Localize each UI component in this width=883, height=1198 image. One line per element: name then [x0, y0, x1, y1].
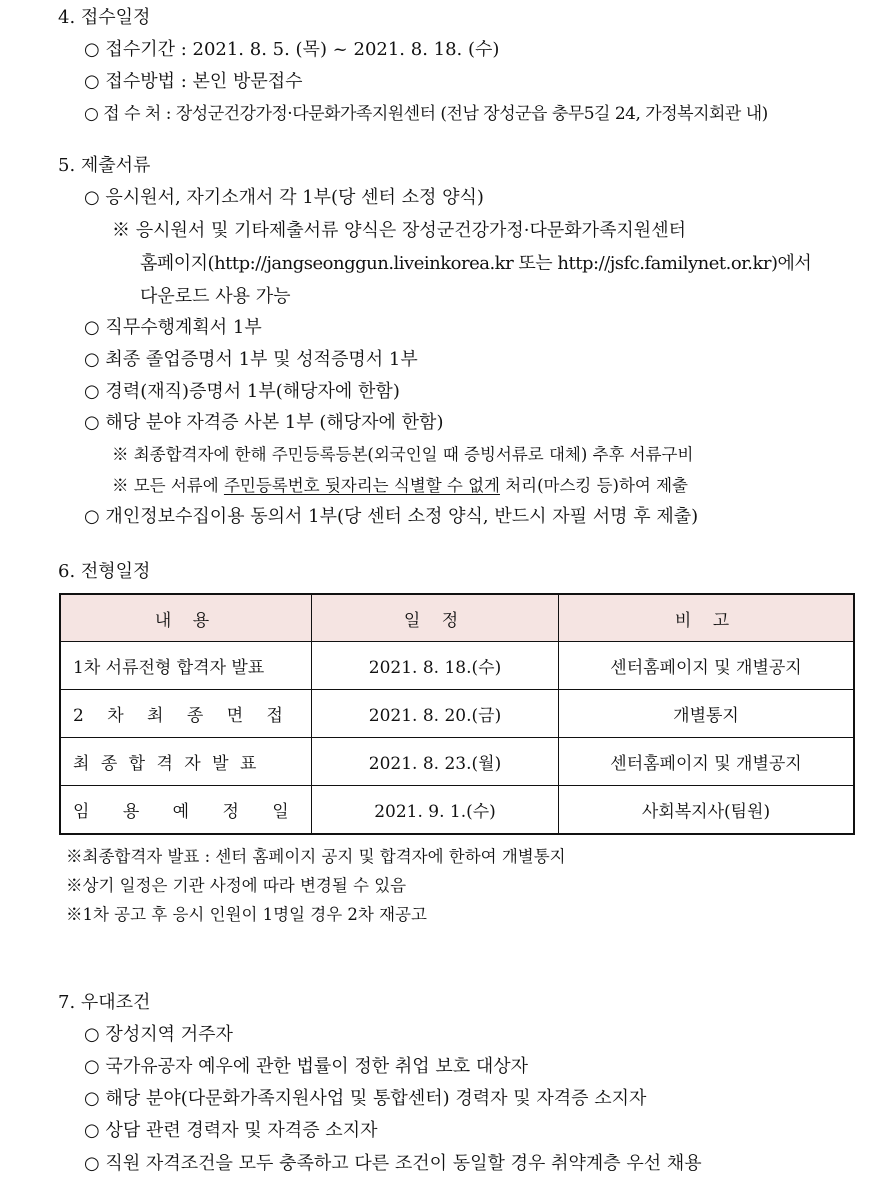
list-item: ○ 상담 관련 경력자 및 자격증 소지자: [84, 1120, 378, 1141]
schedule-note: ※상기 일정은 기관 사정에 따라 변경될 수 있음: [66, 876, 407, 895]
table-cell: 2021. 8. 23.(월): [312, 738, 559, 786]
note-line: 홈페이지(http://jangseonggun.liveinkorea.kr 또는 http://jsfc.familynet.or.kr)에서: [140, 253, 812, 274]
note-line: ※ 최종합격자에 한해 주민등록등본(외국인일 때 증빙서류로 대체) 추후 서류구비: [112, 445, 694, 464]
note-underlined-text: 주민등록번호 뒷자리는 식별할 수 없게: [223, 476, 500, 495]
list-item: ○ 접수기간 : 2021. 8. 5. (목) ~ 2021. 8. 18. (수): [84, 39, 500, 60]
list-item: ○ 응시원서, 자기소개서 각 1부(당 센터 소정 양식): [84, 187, 484, 208]
section-4-heading: 4. 접수일정: [58, 7, 151, 28]
table-cell: 1차 서류전형 합격자 발표: [60, 642, 312, 690]
table-row: [60, 690, 854, 738]
list-item: ○ 접 수 처 : 장성군건강가정·다문화가족지원센터 (전남 장성군읍 충무5길 24, 가정복지회관 내): [84, 104, 768, 124]
table-cell: 센터홈페이지 및 개별공지: [559, 642, 855, 690]
table-cell: 사회복지사(팀원): [559, 786, 855, 835]
section-7-heading: 7. 우대조건: [58, 992, 151, 1013]
list-item: ○ 접수방법 : 본인 방문접수: [84, 71, 303, 92]
list-item: ○ 장성지역 거주자: [84, 1024, 233, 1045]
section-6-heading: 6. 전형일정: [58, 561, 151, 582]
note-text: ※ 모든 서류에: [112, 476, 224, 495]
list-item: ○ 경력(재직)증명서 1부(해당자에 한함): [84, 381, 400, 402]
section-5-heading: 5. 제출서류: [58, 155, 151, 176]
table-cell: 센터홈페이지 및 개별공지: [559, 738, 855, 786]
schedule-table: [59, 593, 855, 835]
table-row: [60, 642, 854, 690]
note-text: 처리(마스킹 등)하여 제출: [499, 476, 688, 495]
table-cell: 최 종 합 격 자 발 표: [60, 738, 312, 786]
table-header-cell: 일 정: [312, 594, 559, 642]
list-item: ○ 최종 졸업증명서 1부 및 성적증명서 1부: [84, 349, 418, 370]
list-item: ○ 국가유공자 예우에 관한 법률이 정한 취업 보호 대상자: [84, 1056, 529, 1077]
table-row: [60, 738, 854, 786]
list-item: ○ 해당 분야 자격증 사본 1부 (해당자에 한함): [84, 412, 444, 433]
note-line: ※ 응시원서 및 기타제출서류 양식은 장성군건강가정·다문화가족지원센터: [112, 220, 686, 241]
list-item: ○ 직무수행계획서 1부: [84, 317, 262, 338]
table-cell: 2021. 8. 18.(수): [312, 642, 559, 690]
schedule-note: ※1차 공고 후 응시 인원이 1명일 경우 2차 재공고: [66, 905, 427, 924]
table-row: [60, 786, 854, 835]
note-line: 다운로드 사용 가능: [140, 286, 291, 307]
table-cell: 개별통지: [559, 690, 855, 738]
table-cell: 2021. 9. 1.(수): [312, 786, 559, 835]
list-item: ○ 직원 자격조건을 모두 충족하고 다른 조건이 동일할 경우 취약계층 우선 채용: [84, 1153, 702, 1174]
table-header-cell: 비 고: [559, 594, 855, 642]
note-line: [112, 474, 688, 498]
table-header-row: [60, 594, 854, 642]
schedule-note: ※최종합격자 발표 : 센터 홈페이지 공지 및 합격자에 한하여 개별통지: [66, 847, 566, 866]
table-header-cell: 내 용: [60, 594, 312, 642]
table-cell: 2021. 8. 20.(금): [312, 690, 559, 738]
list-item: ○ 해당 분야(다문화가족지원사업 및 통합센터) 경력자 및 자격증 소지자: [84, 1088, 647, 1109]
table-cell: 임 용 예 정 일: [60, 786, 312, 835]
table-cell: 2 차 최 종 면 접: [60, 690, 312, 738]
list-item: ○ 개인정보수집이용 동의서 1부(당 센터 소정 양식, 반드시 자필 서명 후 제출): [84, 506, 699, 527]
